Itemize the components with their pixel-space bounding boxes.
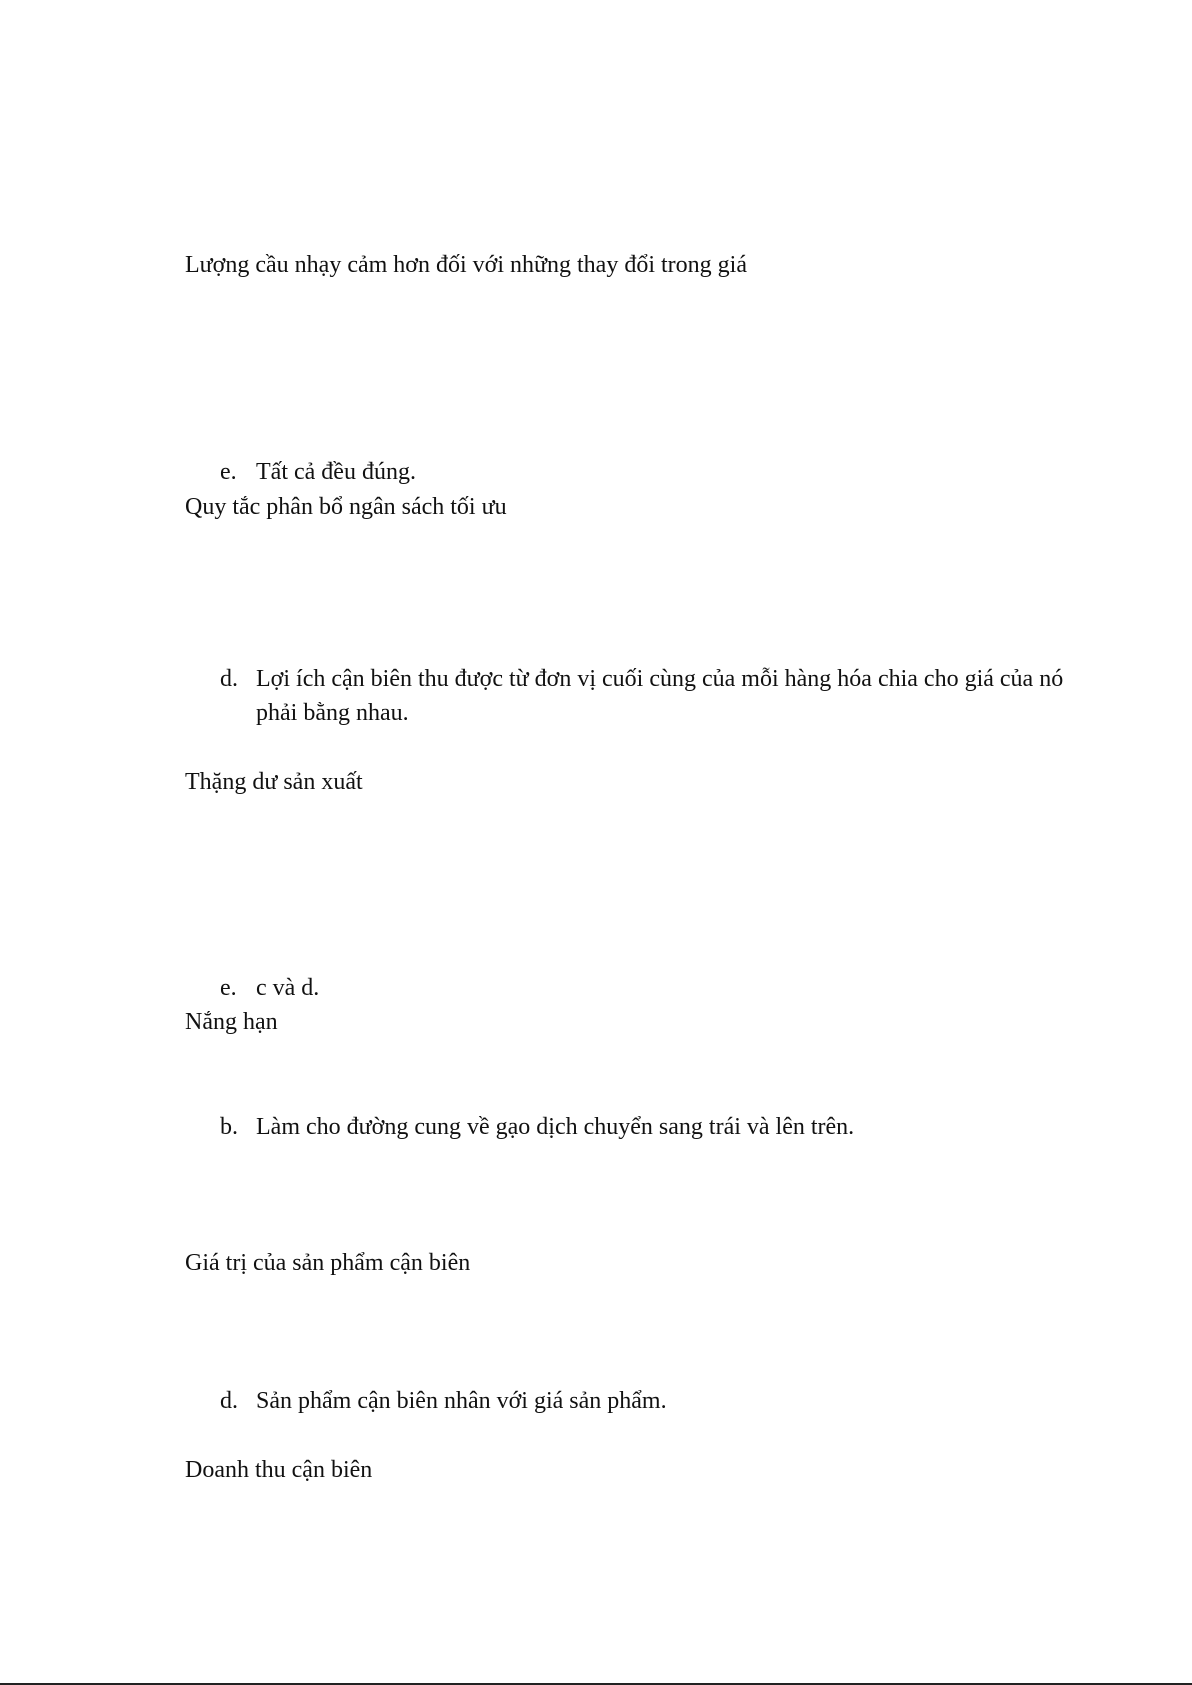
answer-marker: e.: [220, 975, 237, 1001]
answer-3: [220, 971, 1100, 1005]
answer-4: [220, 1110, 1100, 1144]
answer-5: [220, 1384, 1100, 1418]
question-4: Nắng hạn: [185, 1009, 278, 1035]
answer-text: c và d.: [256, 975, 320, 1001]
question-3: Thặng dư sản xuất: [185, 769, 363, 795]
answer-text: Làm cho đường cung về gạo dịch chuyển sang trái và lên trên.: [256, 1114, 855, 1140]
answer-marker: d.: [220, 666, 238, 692]
question-6: Doanh thu cận biên: [185, 1457, 373, 1483]
answer-text: Lợi ích cận biên thu được từ đơn vị cuối cùng của mỗi hàng hóa chia cho giá của nó phải bằng nhau.: [256, 666, 1064, 726]
question-5: Giá trị của sản phẩm cận biên: [185, 1250, 471, 1276]
answer-marker: e.: [220, 459, 237, 485]
answer-marker: d.: [220, 1388, 238, 1414]
answer-marker: b.: [220, 1114, 238, 1140]
answer-1: [220, 455, 1100, 489]
question-2: Quy tắc phân bổ ngân sách tối ưu: [185, 494, 507, 520]
question-1: Lượng cầu nhạy cảm hơn đối với những thay đổi trong giá: [185, 252, 747, 278]
answer-text: Sản phẩm cận biên nhân với giá sản phẩm.: [256, 1388, 667, 1414]
answer-text: Tất cả đều đúng.: [256, 459, 416, 485]
answer-2: [220, 662, 1100, 730]
